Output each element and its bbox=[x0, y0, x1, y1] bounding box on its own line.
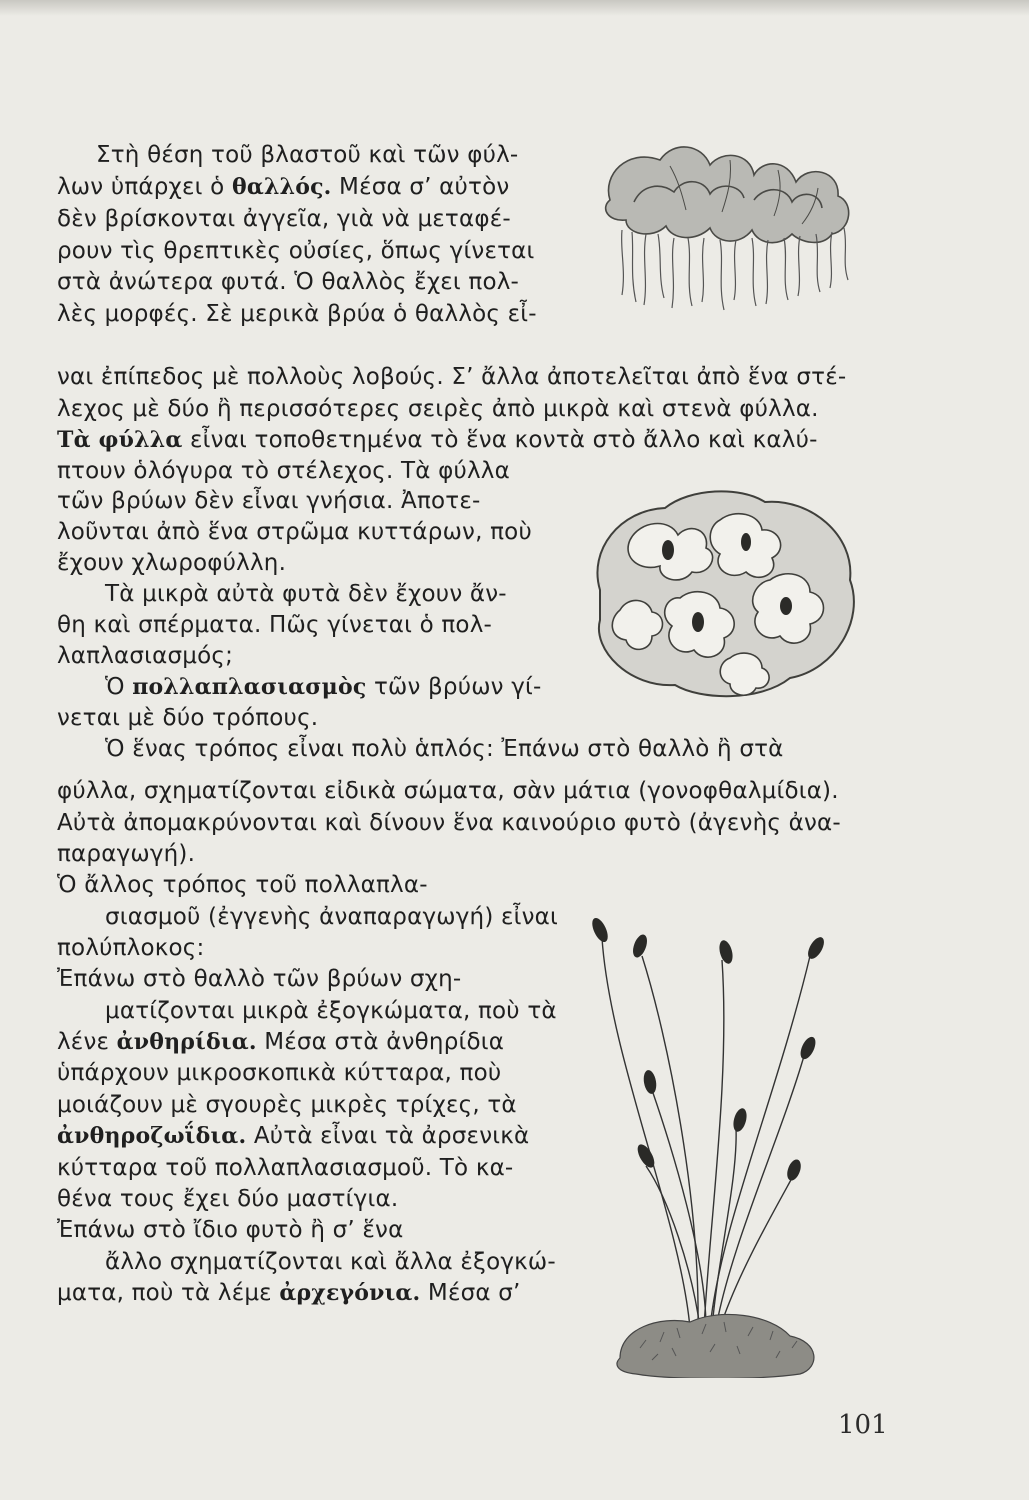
moss-sporophyte-illustration bbox=[580, 898, 860, 1378]
text-run: Ὁ ἄλλος τρόπος τοῦ πολλαπλα- bbox=[57, 872, 428, 898]
text-line bbox=[105, 902, 558, 932]
text-run: ναι ἐπίπεδος μὲ πολλοὺς λοβούς. Σ’ ἄλλα ἀποτελεῖται ἀπὸ ἕνα στέ- bbox=[57, 364, 847, 390]
text-run: παραγωγή). bbox=[57, 841, 196, 867]
text-run: μοιάζουν μὲ σγουρὲς μικρὲς τρίχες, τὰ bbox=[57, 1092, 517, 1118]
text-run: Τὰ μικρὰ αὐτὰ φυτὰ δὲν ἔχουν ἄν- bbox=[105, 581, 507, 607]
text-run: ματίζονται μικρὰ ἐξογκώματα, ποὺ τὰ bbox=[105, 998, 557, 1024]
text-run: Μέσα στὰ ἀνθηρίδια bbox=[256, 1029, 505, 1055]
text-run: δὲν βρίσκονται ἀγγεῖα, γιὰ νὰ μεταφέ- bbox=[57, 206, 511, 232]
text-run: λων ὑπάρχει ὁ bbox=[57, 174, 232, 200]
text-run: σιασμοῦ (ἐγγενὴς ἀναπαραγωγή) εἶναι bbox=[105, 904, 559, 930]
text-line bbox=[57, 1121, 529, 1151]
text-line bbox=[57, 1090, 517, 1120]
bold-term: ἀνθηροζωΐδια. bbox=[57, 1123, 247, 1149]
text-run: Αὐτὰ ἀπομακρύνονται καὶ δίνουν ἕνα καινούριο φυτὸ (ἀγενὴς ἀνα- bbox=[57, 810, 841, 836]
text-line bbox=[57, 204, 511, 234]
text-run: φύλλα, σχηματίζονται εἰδικὰ σώματα, σὰν μάτια (γονοφθαλμίδια). bbox=[57, 778, 839, 804]
text-run: τῶν βρύων γί- bbox=[366, 674, 542, 700]
text-run: Ἐπάνω στὸ ἴδιο φυτὸ ἢ σ’ ἕνα bbox=[57, 1217, 404, 1243]
text-run: Ὁ ἕνας τρόπος εἶναι πολὺ ἁπλός: Ἐπάνω στὸ θαλλὸ ἢ στὰ bbox=[105, 736, 784, 762]
text-line bbox=[57, 267, 519, 297]
text-run: ρουν τὶς θρεπτικὲς οὐσίες, ὅπως γίνεται bbox=[57, 238, 535, 264]
bold-term: πολλαπλασιασμὸς bbox=[132, 674, 367, 700]
text-line bbox=[57, 839, 195, 869]
text-run: θη καὶ σπέρματα. Πῶς γίνεται ὁ πολ- bbox=[57, 612, 493, 638]
text-run: λαπλασιασμός; bbox=[57, 643, 234, 669]
text-line bbox=[57, 236, 535, 266]
page-top-edge bbox=[0, 0, 1029, 16]
text-line bbox=[57, 933, 204, 963]
text-line bbox=[57, 425, 818, 455]
text-line bbox=[57, 456, 510, 486]
text-run: ὑπάρχουν μικροσκοπικὰ κύτταρα, ποὺ bbox=[57, 1060, 502, 1086]
text-line bbox=[57, 172, 509, 202]
text-run: ἄλλο σχηματίζονται καὶ ἄλλα ἐξογκώ- bbox=[105, 1249, 556, 1275]
text-line bbox=[57, 641, 233, 671]
text-line bbox=[57, 870, 428, 900]
lobed-thallus-illustration bbox=[570, 480, 870, 705]
text-line bbox=[57, 1058, 501, 1088]
text-line bbox=[105, 672, 542, 702]
text-run: κύτταρα τοῦ πολλαπλασιασμοῦ. Τὸ κα- bbox=[57, 1155, 514, 1181]
text-line bbox=[57, 362, 846, 392]
text-line bbox=[57, 610, 492, 640]
text-run: τῶν βρύων δὲν εἶναι γνήσια. Ἀποτε- bbox=[57, 488, 481, 514]
text-run: πτουν ὁλόγυρα τὸ στέλεχος. Τὰ φύλλα bbox=[57, 458, 510, 484]
text-line bbox=[105, 1247, 556, 1277]
text-run: λένε bbox=[57, 1029, 117, 1055]
text-run: Στὴ θέση τοῦ βλαστοῦ καὶ τῶν φύλ- bbox=[96, 142, 519, 168]
text-line bbox=[57, 1215, 403, 1245]
text-run: στὰ ἀνώτερα φυτά. Ὁ θαλλὸς ἔχει πολ- bbox=[57, 269, 520, 295]
text-line bbox=[57, 394, 819, 424]
text-line bbox=[105, 996, 557, 1026]
bold-term: θαλλός. bbox=[231, 174, 332, 200]
text-run: ἔχουν χλωροφύλλη. bbox=[57, 550, 287, 576]
text-run: Αὐτὰ εἶναι τὰ ἀρσενικὰ bbox=[246, 1123, 530, 1149]
text-run: πολύπλοκος: bbox=[57, 935, 205, 961]
text-run: λεχος μὲ δύο ἢ περισσότερες σειρὲς ἀπὸ μικρὰ καὶ στενὰ φύλλα. bbox=[57, 396, 819, 422]
text-line bbox=[57, 1027, 504, 1057]
text-run: λὲς μορφές. Σὲ μερικὰ βρύα ὁ θαλλὸς εἶ- bbox=[57, 301, 537, 327]
text-run: Ἐπάνω στὸ θαλλὸ τῶν βρύων σχη- bbox=[57, 966, 462, 992]
text-line bbox=[57, 776, 839, 806]
text-run: Μέσα σ’ αὐτὸν bbox=[331, 174, 510, 200]
text-run: Ὁ bbox=[105, 674, 133, 700]
text-line bbox=[57, 486, 480, 516]
bold-term: ἀρχεγόνια. bbox=[279, 1280, 421, 1306]
text-run: Μέσα σ’ bbox=[420, 1280, 521, 1306]
text-line bbox=[57, 1278, 521, 1308]
text-line bbox=[57, 548, 286, 578]
text-line bbox=[57, 703, 318, 733]
text-line bbox=[105, 734, 784, 764]
text-run: λοῦνται ἀπὸ ἕνα στρῶμα κυττάρων, ποὺ bbox=[57, 519, 532, 545]
text-line bbox=[57, 808, 841, 838]
text-run: εἶναι τοποθετημένα τὸ ἕνα κοντὰ στὸ ἄλλο καὶ καλύ- bbox=[182, 427, 818, 453]
text-line bbox=[96, 140, 518, 170]
bold-term: ἀνθηρίδια. bbox=[116, 1029, 257, 1055]
text-line bbox=[57, 964, 461, 994]
page-number: 101 bbox=[838, 1410, 888, 1440]
liverwort-thallus-illustration bbox=[582, 130, 882, 315]
text-line bbox=[105, 579, 507, 609]
text-line bbox=[57, 1184, 398, 1214]
text-line bbox=[57, 299, 537, 329]
bold-term: Τὰ φύλλα bbox=[57, 427, 183, 453]
text-run: θένα τους ἔχει δύο μαστίγια. bbox=[57, 1186, 399, 1212]
text-line bbox=[57, 1153, 513, 1183]
text-run: νεται μὲ δύο τρόπους. bbox=[57, 705, 319, 731]
text-line bbox=[57, 517, 532, 547]
text-run: ματα, ποὺ τὰ λέμε bbox=[57, 1280, 280, 1306]
